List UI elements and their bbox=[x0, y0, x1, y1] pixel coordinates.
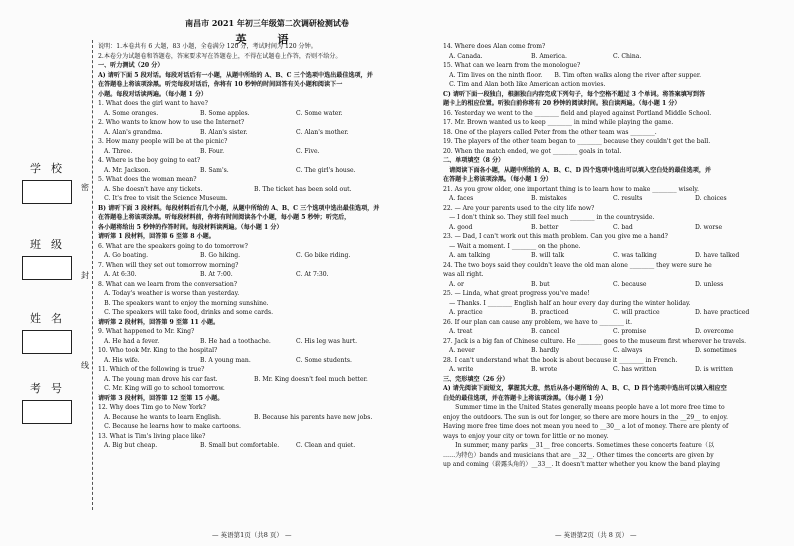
question-line: A. Tim lives on the ninth floor. B. Tim often walks along the river after supper. bbox=[443, 71, 702, 79]
question-line: 27. Jack is a big fan of Chinese culture. He ________ goes to the museum first wherever he travels. bbox=[443, 337, 747, 345]
question-line: C. It's free to visit the Science Museum. bbox=[98, 195, 228, 202]
answer-option: A. She doesn't have any tickets. bbox=[104, 185, 203, 193]
question-line: 2. Who wants to know how to use the Internet? bbox=[98, 119, 245, 126]
seal-word-xian: 线 bbox=[81, 361, 89, 370]
question-line: 9. What happened to Mr. King? bbox=[98, 328, 195, 335]
question-line: 8. What can we learn from the conversation? bbox=[98, 280, 238, 288]
answer-option: A. Three. bbox=[104, 147, 133, 155]
answer-option: D. have practiced bbox=[695, 309, 750, 316]
answer-option: A. Alan's grandma. bbox=[104, 128, 163, 136]
question-line: 14. Where does Alan come from? bbox=[443, 43, 546, 50]
option-row bbox=[98, 166, 436, 176]
question-line: — Wait a moment. I ________ on the phone. bbox=[443, 242, 581, 250]
answer-option: A. faces bbox=[449, 195, 474, 202]
answer-option: C. was talking bbox=[613, 252, 657, 259]
section-instruction: A) 请先阅读下面短文，掌握其大意，然后从各小题所给的 A、B、C、D 四个选项中选出可以填入相应空 bbox=[443, 385, 727, 392]
section-instruction: C) 请听下面一段独白，根据独白内容完成下列句子，每个空格不超过 3 个单词。将答案填写到答 bbox=[443, 90, 706, 98]
question-line: ways to enjoy your city or town for little or no money. bbox=[443, 432, 609, 440]
answer-option: D. is written bbox=[695, 366, 734, 373]
section-instruction: 在答题卡上将该项涂黑。（每小题 1 分） bbox=[443, 176, 553, 183]
option-row bbox=[443, 308, 783, 318]
question-line: C. The speakers will take food, drinks and some cards. bbox=[98, 309, 274, 316]
answer-option: A. write bbox=[449, 366, 474, 373]
answer-option: D. unless bbox=[695, 280, 724, 288]
answer-option: C. Five. bbox=[296, 147, 320, 155]
question-line: 19. The players of the other team began to ________ because they couldn't get the ball. bbox=[443, 138, 711, 145]
answer-option: B. Sam's. bbox=[200, 166, 229, 174]
question-line: 5. What does the woman mean? bbox=[98, 176, 197, 183]
answer-option: A. or bbox=[449, 280, 464, 288]
answer-option: B. Some apples. bbox=[200, 109, 250, 117]
footer-page-2: — 英语第2页（共 8 页） — bbox=[555, 531, 637, 539]
section-instruction: A) 请听下面 5 段对话。每段对话后有一小题，从题中所给的 A、B、C 三个选项中选出最佳选项，并 bbox=[98, 71, 373, 79]
question-line: C. Because he learns how to make cartoons. bbox=[98, 423, 241, 430]
section-instruction: 请听第 2 段材料，回答第 9 至第 11 小题。 bbox=[98, 318, 220, 326]
answer-option: B. A young man. bbox=[200, 356, 251, 364]
option-row bbox=[98, 251, 436, 261]
question-line: 12. Why does Tim go to New York? bbox=[98, 404, 206, 411]
section-instruction: 请阅读下面各小题，从题中所给的 A、B、C、D 四个选项中选出可以填入空白处的最佳选项，并 bbox=[443, 166, 712, 174]
answer-option: A. Because he wants to learn English. bbox=[104, 413, 221, 421]
question-line: A. Today's weather is worse than yesterday. bbox=[98, 290, 240, 297]
question-line: 6. What are the speakers going to do tomorrow? bbox=[98, 242, 248, 250]
option-row bbox=[443, 346, 783, 356]
question-line: 7. When will they set out tomorrow morning? bbox=[98, 261, 239, 269]
answer-option: A. am talking bbox=[449, 252, 491, 259]
question-line: Summer time in the United States generally means people have a lot more free time to bbox=[443, 404, 725, 411]
question-line: 3. How many people will be at the picnic? bbox=[98, 138, 228, 145]
question-line: 15. What can we learn from the monologue? bbox=[443, 62, 581, 69]
section-instruction: 二、单项填空（8 分） bbox=[443, 157, 505, 164]
question-line: 20. When the match ended, we got ________ goals in total. bbox=[443, 147, 622, 155]
answer-option: C. results bbox=[613, 195, 643, 202]
option-row bbox=[98, 185, 436, 195]
question-line: In summer, many parks __31__ free concerts. Sometimes these concerts feature（以 bbox=[443, 442, 715, 449]
answer-option: C. bad bbox=[613, 223, 633, 231]
option-row bbox=[98, 337, 436, 347]
question-line: 13. What is Tim's living place like? bbox=[98, 432, 206, 440]
option-row bbox=[98, 109, 436, 119]
answer-option: A. He had a fever. bbox=[104, 337, 160, 345]
answer-option: B. Because his parents have new jobs. bbox=[254, 413, 373, 421]
answer-option: B. America. bbox=[531, 52, 567, 60]
exam-title: 南昌市 2021 年初三年级第二次调研检测试卷 bbox=[185, 18, 349, 28]
name-label: 姓名 bbox=[30, 312, 72, 325]
option-row bbox=[443, 194, 783, 204]
section-instruction: 一、听力测试（20 分） bbox=[98, 62, 164, 69]
answer-option: A. Big but cheap. bbox=[104, 442, 158, 449]
section-instruction: 请听第 1 段材料，回答第 6 至第 8 小题。 bbox=[98, 233, 215, 240]
option-row bbox=[98, 441, 436, 451]
answer-option: A. Go boating. bbox=[104, 252, 149, 259]
section-instruction: B) 请听下面 3 段材料。每段材料后有几个小题，从题中所给的 A、B、C 三个选项中选出最佳选项，并 bbox=[98, 204, 380, 212]
section-instruction: 请听第 3 段材料，回答第 12 至第 15 小题。 bbox=[98, 394, 224, 402]
option-row bbox=[98, 356, 436, 366]
answer-option: B. Four. bbox=[200, 147, 225, 155]
answer-option: D. worse bbox=[695, 223, 723, 231]
answer-option: C. At 7:30. bbox=[296, 271, 329, 278]
question-line: 22. — Are your parents used to the city life now? bbox=[443, 204, 595, 212]
option-row bbox=[98, 270, 436, 280]
question-line: ……为特色）bands and musicians that are __32__. Other times the concerts are given by bbox=[443, 451, 714, 459]
answer-option: A. good bbox=[449, 223, 473, 231]
section-instruction: 题卡上的相应位置。听独白前你将有 20 秒钟的阅读时间。独白读两遍。（每小题 1 分） bbox=[443, 100, 681, 107]
answer-option: C. has written bbox=[613, 366, 657, 373]
question-line: 26. If our plan can cause any problem, we have to ________ it. bbox=[443, 318, 633, 326]
answer-option: A. Canada. bbox=[449, 52, 483, 60]
question-line: 21. As you grow older, one important thing is to learn how to make ________ wisely. bbox=[443, 185, 699, 193]
question-line: 18. One of the players called Peter from the other team was ________. bbox=[443, 128, 657, 136]
answer-option: A. treat bbox=[449, 328, 473, 335]
option-row bbox=[443, 52, 783, 62]
answer-option: B. Small but comfortable. bbox=[200, 442, 280, 449]
option-row bbox=[443, 251, 783, 261]
question-line: up and coming（崭露头角的）__33__. It doesn't matter whether you know the band playing bbox=[443, 461, 721, 468]
answer-option: C. The girl's house. bbox=[296, 166, 356, 174]
number-label: 考号 bbox=[30, 382, 72, 395]
answer-option: C. promise bbox=[613, 328, 647, 335]
footer-page-1: — 英语第1页（共8 页） — bbox=[212, 531, 292, 539]
answer-option: C. Clean and quiet. bbox=[296, 442, 356, 449]
answer-option: B. At 7:00. bbox=[200, 271, 233, 278]
page-column-2 bbox=[443, 42, 783, 470]
answer-option: B. practiced bbox=[531, 309, 569, 316]
exam-note: 说明：1.本卷共有 6 大题，83 小题，全卷满分 120 分，考试时间为 120 分钟。 bbox=[98, 43, 317, 50]
section-instruction: 小题。每段对话读两遍。（每小题 1 分） bbox=[98, 90, 208, 98]
section-instruction: 在答题卷上将该项涂黑。听每段材料前，你将有时间阅读各个小题，每小题 5 秒钟；听完后， bbox=[98, 214, 351, 221]
question-line: 25. — Linda, what great progress you've made! bbox=[443, 290, 590, 297]
answer-option: A. At 6:30. bbox=[104, 271, 137, 278]
question-line: 28. I can't understand what the book is about because it ________ in French. bbox=[443, 356, 678, 364]
answer-option: D. have talked bbox=[695, 252, 740, 259]
exam-note-2: 2.本卷分为试题卷和答题卷，答案要求写在答题卷上，不得在试题卷上作答，否则不给分。 bbox=[98, 52, 342, 60]
option-row bbox=[443, 280, 783, 290]
page-column-1 bbox=[98, 42, 436, 451]
option-row bbox=[98, 147, 436, 157]
question-line: enjoy the outdoors. The sun is out for longer, so there are more hours in the __29__ to enjoy. bbox=[443, 413, 728, 421]
answer-option: B. but bbox=[531, 280, 550, 288]
option-row bbox=[443, 365, 783, 375]
question-line: — Thanks. I ________ English half an hour every day during the winter holiday. bbox=[443, 299, 691, 307]
answer-option: D. overcome bbox=[695, 328, 734, 335]
answer-option: C. China. bbox=[613, 52, 642, 60]
class-box[interactable] bbox=[22, 256, 72, 280]
seal-word-feng: 封 bbox=[81, 271, 89, 280]
question-line: 4. Where is the boy going to eat? bbox=[98, 157, 201, 164]
option-row bbox=[98, 375, 436, 385]
answer-option: C. Alan's mother. bbox=[296, 128, 349, 136]
question-line: 17. Mr. Brown wanted us to keep ________ in mind while playing the game. bbox=[443, 119, 674, 126]
option-row bbox=[443, 223, 783, 233]
answer-option: B. The ticket has been sold out. bbox=[254, 185, 352, 193]
school-label: 学校 bbox=[30, 162, 72, 175]
answer-option: C. because bbox=[613, 280, 647, 288]
section-instruction: 各小题将给出 5 秒钟的作答时间。每段材料读两遍。（每小题 1 分） bbox=[98, 223, 283, 231]
question-line: B. The speakers want to enjoy the morning sunshine. bbox=[98, 299, 269, 307]
answer-option: B. Go hiking. bbox=[200, 252, 241, 259]
option-row bbox=[98, 128, 436, 138]
name-box[interactable] bbox=[22, 330, 72, 354]
section-instruction: 在答题卷上将该项涂黑。听完每段对话后，你将有 10 秒钟的时间回答有关小题和阅读下一 bbox=[98, 81, 343, 88]
option-row bbox=[443, 327, 783, 337]
question-line: — I don't think so. They still feel much ________ in the countryside. bbox=[443, 214, 655, 221]
binding-margin bbox=[0, 0, 112, 546]
answer-option: A. Mr. Jackson. bbox=[104, 166, 151, 174]
answer-option: B. hardly bbox=[531, 347, 560, 354]
answer-option: D. sometimes bbox=[695, 347, 737, 354]
answer-option: C. Some water. bbox=[296, 109, 343, 117]
answer-option: B. better bbox=[531, 223, 559, 231]
question-line: was all right. bbox=[443, 271, 484, 278]
question-line: C. Mr. King will go to school tomorrow. bbox=[98, 385, 225, 392]
section-instruction: 白处的最佳选项，并在答题卡上将该项涂黑。（每小题 1 分） bbox=[443, 394, 607, 402]
answer-option: C. always bbox=[613, 347, 643, 354]
option-row bbox=[98, 413, 436, 423]
section-instruction: 三、完形填空（26 分） bbox=[443, 375, 509, 383]
question-line: 24. The two boys said they couldn't leave the old man alone ________ they were sure he bbox=[443, 261, 712, 269]
answer-option: C. Some students. bbox=[296, 356, 352, 364]
question-line: C. Tim and Alan both like American action movies. bbox=[443, 81, 606, 88]
answer-option: B. cancel bbox=[531, 328, 560, 335]
answer-option: C. Go bike riding. bbox=[296, 252, 351, 259]
answer-option: A. The young man drove his car fast. bbox=[104, 375, 218, 383]
answer-option: A. Some oranges. bbox=[104, 109, 159, 117]
seal-word-mi: 密 bbox=[81, 183, 89, 192]
question-line: 10. Who took Mr. King to the hospital? bbox=[98, 347, 218, 354]
answer-option: B. wrote bbox=[531, 366, 558, 373]
question-line: 1. What does the girl want to have? bbox=[98, 100, 208, 107]
question-line: 16. Yesterday we went to the ________ field and played against Portland Middle School. bbox=[443, 109, 712, 117]
answer-option: B. mistakes bbox=[531, 195, 567, 202]
answer-option: C. His leg was hurt. bbox=[296, 337, 358, 345]
school-box[interactable] bbox=[22, 180, 72, 204]
answer-option: A. never bbox=[449, 347, 475, 354]
answer-option: B. will talk bbox=[531, 252, 565, 259]
exam-subject: 英 语 bbox=[235, 33, 299, 46]
question-line: 23. — Dad, I can't work out this math problem. Can you give me a hand? bbox=[443, 233, 668, 240]
answer-option: B. He had a toothache. bbox=[200, 337, 271, 345]
seal-line bbox=[92, 40, 93, 510]
answer-option: A. His wife. bbox=[104, 356, 140, 364]
question-line: 11. Which of the following is true? bbox=[98, 366, 205, 373]
answer-option: A. practice bbox=[449, 309, 483, 316]
number-box[interactable] bbox=[22, 400, 72, 424]
answer-option: D. choices bbox=[695, 195, 727, 202]
class-label: 班级 bbox=[30, 238, 72, 251]
answer-option: B. Alan's sister. bbox=[200, 128, 248, 136]
question-line: Having more free time does not mean you need to __30__ a lot of money. There are plenty of bbox=[443, 423, 729, 430]
answer-option: B. Mr. King doesn't feel much better. bbox=[254, 375, 368, 383]
answer-option: C. will practice bbox=[613, 309, 660, 316]
